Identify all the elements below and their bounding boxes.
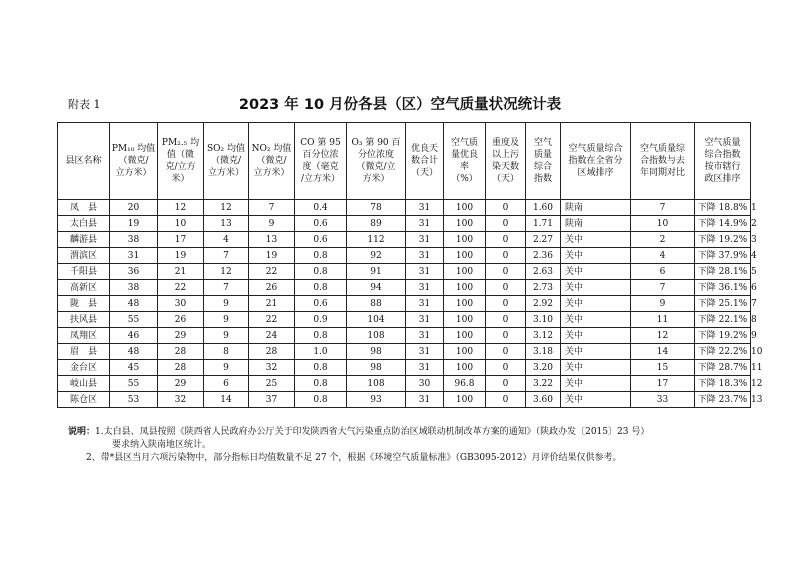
county-name-cell: 岐山县 <box>58 376 110 392</box>
table-cell: 17 <box>158 232 204 248</box>
column-header-line: 空气质量 <box>704 138 741 148</box>
table-cell: 0 <box>486 248 526 264</box>
table-cell: 0.8 <box>295 328 347 344</box>
table-cell: 26 <box>249 280 295 296</box>
table-cell: 1.71 <box>526 216 561 232</box>
table-cell: 0 <box>486 232 526 248</box>
table-cell: 7 <box>249 200 295 216</box>
table-cell: 关中 <box>561 264 631 280</box>
table-cell: 100 <box>444 200 486 216</box>
table-cell: 0.4 <box>295 200 347 216</box>
table-cell: 100 <box>444 360 486 376</box>
table-cell: 0.9 <box>295 312 347 328</box>
table-cell: 26 <box>158 312 204 328</box>
table-cell: 下降 23.7% <box>695 392 751 408</box>
table-cell: 下降 25.1% <box>695 296 751 312</box>
column-header <box>347 123 406 200</box>
column-header-line: 空气 <box>533 138 552 148</box>
table-cell: 100 <box>444 328 486 344</box>
column-header-line: 空气质 <box>450 138 478 148</box>
table-cell: 3.12 <box>526 328 561 344</box>
table-cell: 112 <box>347 232 406 248</box>
table-cell: 29 <box>158 376 204 392</box>
county-name-cell: 千阳县 <box>58 264 110 280</box>
table-cell: 28 <box>158 360 204 376</box>
table-cell: 0.8 <box>295 376 347 392</box>
table-cell: 100 <box>444 296 486 312</box>
table-cell: 104 <box>347 312 406 328</box>
table-cell: 9 <box>204 360 249 376</box>
note-2: 2、带*县区当月六项污染物中，部分指标日均值数量不足 27 个，根据《环境空气质量标准》（GB3095-2012）月评价结果仅供参考。 <box>86 453 622 463</box>
table-cell: 3.60 <box>526 392 561 408</box>
column-header-line: 综合指数 <box>704 150 741 160</box>
table-cell: 100 <box>444 392 486 408</box>
table-cell: 14 <box>631 344 695 360</box>
table-cell: 7 <box>631 280 695 296</box>
table-cell: 1.0 <box>295 344 347 360</box>
column-header-line: 政区排序 <box>704 174 741 184</box>
table-cell: 31 <box>406 296 444 312</box>
column-header-line: （%） <box>451 174 478 184</box>
table-cell: 关中 <box>561 360 631 376</box>
column-header-line: O₃ 第 90 百 <box>351 138 401 148</box>
table-cell: 31 <box>406 328 444 344</box>
column-header-line: 合指数与去 <box>639 156 685 166</box>
table-cell: 4 <box>631 248 695 264</box>
table-cell: 21 <box>158 264 204 280</box>
table-cell: 关中 <box>561 392 631 408</box>
column-header-line: 空气质量综合 <box>568 144 623 154</box>
table-cell: 9 <box>631 296 695 312</box>
table-cell: 2.36 <box>526 248 561 264</box>
column-header-line: 数合计 <box>410 156 438 166</box>
table-cell: 93 <box>347 392 406 408</box>
table-cell: 13 <box>204 216 249 232</box>
table-cell: 32 <box>158 392 204 408</box>
notes-lead: 说明： <box>68 427 96 437</box>
column-header-line: 百分位浓 <box>302 150 339 160</box>
column-header-line: 指数在全省分 <box>568 156 623 166</box>
table-cell: 1.60 <box>526 200 561 216</box>
table-cell: 31 <box>406 232 444 248</box>
table-cell: 22 <box>249 264 295 280</box>
table-cell: 53 <box>110 392 158 408</box>
table-cell: 6 <box>631 264 695 280</box>
table-cell: 12 <box>204 200 249 216</box>
table-cell: 100 <box>444 248 486 264</box>
table-cell: 13 <box>249 232 295 248</box>
notes <box>68 426 758 465</box>
table-cell: 陕南 <box>561 216 631 232</box>
table-cell: 31 <box>406 280 444 296</box>
table-cell: 0 <box>486 344 526 360</box>
table-cell: 30 <box>158 296 204 312</box>
table-cell: 7 <box>631 200 695 216</box>
column-header <box>444 123 486 200</box>
table-cell: 100 <box>444 344 486 360</box>
column-header-line: （天） <box>491 174 519 184</box>
table-row: 麟游县 38 17 4 13 0.6 112 31 100 0 2.27 关中 2 下降 19.2% 3 <box>58 232 751 248</box>
table-cell: 0 <box>486 392 526 408</box>
table-cell: 下降 36.1% <box>695 280 751 296</box>
table-cell: 10 <box>158 216 204 232</box>
table-cell: 0 <box>486 216 526 232</box>
column-header-line: 立方米） <box>207 168 244 178</box>
table-cell: 8 <box>204 344 249 360</box>
column-header <box>158 123 204 200</box>
table-cell: 下降 22.1% <box>695 312 751 328</box>
column-header-line: 综合 <box>533 162 552 172</box>
table-cell: 2.27 <box>526 232 561 248</box>
table-cell: 31 <box>406 360 444 376</box>
table-cell: 92 <box>347 248 406 264</box>
column-header <box>695 123 751 200</box>
column-header <box>631 123 695 200</box>
table-cell: 0 <box>486 360 526 376</box>
table-cell: 38 <box>110 232 158 248</box>
table-cell: 108 <box>347 376 406 392</box>
table-cell: 关中 <box>561 328 631 344</box>
column-header <box>295 123 347 200</box>
table-cell: 陕南 <box>561 200 631 216</box>
column-header <box>110 123 158 200</box>
table-cell: 31 <box>406 344 444 360</box>
table-cell: 31 <box>406 312 444 328</box>
table-cell: 0 <box>486 280 526 296</box>
table-cell: 关中 <box>561 280 631 296</box>
table-row: 扶风县 55 26 9 22 0.9 104 31 100 0 3.10 关中 11 下降 22.1% 8 <box>58 312 751 328</box>
table-cell: 7 <box>204 280 249 296</box>
table-cell: 0 <box>486 200 526 216</box>
table-row: 金台区 45 28 9 32 0.8 98 31 100 0 3.20 关中 15 下降 28.7% 11 <box>58 360 751 376</box>
column-header-line: 值（微 <box>166 150 194 160</box>
table-cell: 89 <box>347 216 406 232</box>
table-cell: 48 <box>110 296 158 312</box>
table-cell: 3.10 <box>526 312 561 328</box>
table-row: 高新区 38 22 7 26 0.8 94 31 100 0 2.73 关中 7 下降 36.1% 6 <box>58 280 751 296</box>
column-header-line: 重度及 <box>491 138 519 148</box>
column-header <box>486 123 526 200</box>
table-cell: 24 <box>249 328 295 344</box>
column-header-line: 方米） <box>362 174 390 184</box>
table-cell: 0.8 <box>295 248 347 264</box>
table-cell: 91 <box>347 264 406 280</box>
column-header-line: 染天数 <box>491 162 519 172</box>
column-header-line: 以上污 <box>491 150 519 160</box>
table-cell: 3.22 <box>526 376 561 392</box>
table-cell: 30 <box>406 376 444 392</box>
table-cell: 下降 37.9% <box>695 248 751 264</box>
table-cell: 36 <box>110 264 158 280</box>
column-header-line: 按市辖行 <box>704 162 741 172</box>
table-cell: 17 <box>631 376 695 392</box>
table-cell: 关中 <box>561 312 631 328</box>
column-header-line: 米） <box>171 174 190 184</box>
table-cell: 0.6 <box>295 232 347 248</box>
table-row: 陈仓区 53 32 14 37 0.8 93 31 100 0 3.60 关中 33 下降 23.7% 13 <box>58 392 751 408</box>
note-1-cont: 要求纳入陕南地区统计。 <box>112 440 212 450</box>
county-name-cell: 眉 县 <box>58 344 110 360</box>
table-cell: 98 <box>347 344 406 360</box>
county-name-cell: 陈仓区 <box>58 392 110 408</box>
table-row: 千阳县 36 21 12 22 0.8 91 31 100 0 2.63 关中 6 下降 28.1% 5 <box>58 264 751 280</box>
column-header-line: 立方米） <box>253 168 290 178</box>
table-cell: 29 <box>158 328 204 344</box>
table-cell: 31 <box>406 200 444 216</box>
table-cell: 94 <box>347 280 406 296</box>
table-cell: 10 <box>631 216 695 232</box>
air-quality-table <box>57 122 763 408</box>
table-cell: 100 <box>444 232 486 248</box>
column-header-line: 指数 <box>533 174 552 184</box>
column-header-line: 优良天 <box>410 144 438 154</box>
column-header <box>249 123 295 200</box>
table-cell: 19 <box>158 248 204 264</box>
table-row: 凤 县 20 12 12 7 0.4 78 31 100 0 1.60 陕南 7 下降 18.8% 1 <box>58 200 751 216</box>
column-header-line: 率 <box>459 162 469 172</box>
table-cell: 25 <box>249 376 295 392</box>
column-header-line: 县区名称 <box>65 156 102 166</box>
table-cell: 2 <box>631 232 695 248</box>
column-header-line: 区域排序 <box>577 168 614 178</box>
table-cell: 关中 <box>561 376 631 392</box>
attachment-label: 附表 1 <box>68 98 101 111</box>
column-header-line: NO₂ 均值 <box>251 144 292 154</box>
table-cell: 31 <box>406 264 444 280</box>
column-header-line: （微克/ <box>118 156 149 166</box>
table-row: 渭滨区 31 19 7 19 0.8 92 31 100 0 2.36 关中 4 下降 37.9% 4 <box>58 248 751 264</box>
table-cell: 2.92 <box>526 296 561 312</box>
table-cell: 19 <box>249 248 295 264</box>
column-header-line: （微克/ <box>210 156 242 166</box>
table-cell: 15 <box>631 360 695 376</box>
county-name-cell: 金台区 <box>58 360 110 376</box>
table-row: 凤翔区 46 29 9 24 0.8 108 31 100 0 3.12 关中 12 下降 19.2% 9 <box>58 328 751 344</box>
table-cell: 关中 <box>561 232 631 248</box>
table-cell: 2.73 <box>526 280 561 296</box>
table-cell: 31 <box>406 392 444 408</box>
table-cell: 22 <box>249 312 295 328</box>
column-header <box>58 123 110 200</box>
page-title: 2023 年 10 月份各县（区）空气质量状况统计表 <box>238 97 562 113</box>
table-cell: 12 <box>204 264 249 280</box>
column-header-line: PM₁₀ 均值 <box>111 144 156 154</box>
table-cell: 12 <box>158 200 204 216</box>
table-row: 太白县 19 10 13 9 0.6 89 31 100 0 1.71 陕南 10 下降 14.9% 2 <box>58 216 751 232</box>
table-cell: 37 <box>249 392 295 408</box>
table-cell: 32 <box>249 360 295 376</box>
table-cell: 48 <box>110 344 158 360</box>
table-cell: 31 <box>406 216 444 232</box>
county-name-cell: 凤翔区 <box>58 328 110 344</box>
table-cell: 7 <box>204 248 249 264</box>
column-header <box>204 123 249 200</box>
column-header <box>561 123 631 200</box>
table-cell: 下降 19.2% <box>695 328 751 344</box>
table-cell: 98 <box>347 360 406 376</box>
table-cell: 3.18 <box>526 344 561 360</box>
table-cell: 0 <box>486 376 526 392</box>
table-row: 岐山县 55 29 6 25 0.8 108 30 96.8 0 3.22 关中 17 下降 18.3% 12 <box>58 376 751 392</box>
table-cell: 关中 <box>561 248 631 264</box>
table-cell: 下降 19.2% <box>695 232 751 248</box>
table-cell: 28 <box>158 344 204 360</box>
column-header-line: SO₂ 均值 <box>206 144 245 154</box>
column-header-line: （微克/立 <box>356 162 396 172</box>
table-cell: 0.8 <box>295 392 347 408</box>
table-cell: 38 <box>110 280 158 296</box>
column-header-line: 年同期对比 <box>639 168 685 178</box>
county-name-cell: 陇 县 <box>58 296 110 312</box>
table-cell: 关中 <box>561 344 631 360</box>
column-header-line: /立方米） <box>300 174 341 184</box>
county-name-cell: 渭滨区 <box>58 248 110 264</box>
table-cell: 31 <box>406 248 444 264</box>
table-cell: 9 <box>204 312 249 328</box>
table-cell: 关中 <box>561 296 631 312</box>
table-cell: 0 <box>486 264 526 280</box>
column-header-line: 质量 <box>533 150 552 160</box>
column-header-line: （天） <box>410 168 438 178</box>
table-cell: 4 <box>204 232 249 248</box>
table-cell: 11 <box>631 312 695 328</box>
county-name-cell: 高新区 <box>58 280 110 296</box>
table-row: 眉 县 48 28 8 28 1.0 98 31 100 0 3.18 关中 14 下降 22.2% 10 <box>58 344 751 360</box>
table-cell: 下降 18.8% <box>695 200 751 216</box>
table-cell: 6 <box>204 376 249 392</box>
table-cell: 2.63 <box>526 264 561 280</box>
table-cell: 下降 18.3% <box>695 376 751 392</box>
column-header-line: 空气质量综 <box>639 144 685 154</box>
column-header-line: PM₂.₅ 均 <box>161 138 200 148</box>
table-cell: 0.6 <box>295 296 347 312</box>
column-header-line: 分位浓度 <box>357 150 394 160</box>
column-header-line: 度（毫克 <box>302 162 339 172</box>
table-cell: 108 <box>347 328 406 344</box>
column-header-line: 克/立方 <box>165 162 196 172</box>
table-cell: 0.8 <box>295 280 347 296</box>
county-name-cell: 扶风县 <box>58 312 110 328</box>
table-cell: 100 <box>444 216 486 232</box>
table-cell: 21 <box>249 296 295 312</box>
county-name-cell: 太白县 <box>58 216 110 232</box>
table-cell: 0 <box>486 312 526 328</box>
table-cell: 0.8 <box>295 360 347 376</box>
table-cell: 46 <box>110 328 158 344</box>
column-header-line: 立方米） <box>115 168 152 178</box>
table-cell: 9 <box>204 296 249 312</box>
table-cell: 78 <box>347 200 406 216</box>
table-cell: 96.8 <box>444 376 486 392</box>
table-cell: 下降 14.9% <box>695 216 751 232</box>
table-cell: 100 <box>444 264 486 280</box>
table-row: 陇 县 48 30 9 21 0.6 88 31 100 0 2.92 关中 9 下降 25.1% 7 <box>58 296 751 312</box>
table-cell: 0.6 <box>295 216 347 232</box>
table-cell: 28 <box>249 344 295 360</box>
note-1: 1.太白县、凤县按照《陕西省人民政府办公厅关于印发陕西省大气污染重点防治区域联动机制改革方案的通知》（陕政办发〔2015〕23 号） <box>95 427 650 437</box>
table-cell: 88 <box>347 296 406 312</box>
table-cell: 0.8 <box>295 264 347 280</box>
table-cell: 100 <box>444 280 486 296</box>
county-name-cell: 麟游县 <box>58 232 110 248</box>
table-cell: 下降 28.1% <box>695 264 751 280</box>
table-cell: 20 <box>110 200 158 216</box>
table-cell: 45 <box>110 360 158 376</box>
column-header <box>406 123 444 200</box>
table-cell: 下降 28.7% <box>695 360 751 376</box>
column-header-line: CO 第 95 <box>300 138 341 148</box>
table-cell: 100 <box>444 312 486 328</box>
column-header-line: 量优良 <box>450 150 478 160</box>
table-cell: 33 <box>631 392 695 408</box>
table-header-row <box>58 123 751 200</box>
table-cell: 下降 22.2% <box>695 344 751 360</box>
table-cell: 9 <box>249 216 295 232</box>
table-cell: 22 <box>158 280 204 296</box>
table-cell: 19 <box>110 216 158 232</box>
table-cell: 12 <box>631 328 695 344</box>
column-header <box>526 123 561 200</box>
table-cell: 31 <box>110 248 158 264</box>
table-cell: 55 <box>110 312 158 328</box>
table-cell: 0 <box>486 328 526 344</box>
table-cell: 0 <box>486 296 526 312</box>
table-cell: 3.20 <box>526 360 561 376</box>
table-cell: 9 <box>204 328 249 344</box>
table-cell: 55 <box>110 376 158 392</box>
table-cell: 14 <box>204 392 249 408</box>
column-header-line: （微克/ <box>256 156 287 166</box>
county-name-cell: 凤 县 <box>58 200 110 216</box>
